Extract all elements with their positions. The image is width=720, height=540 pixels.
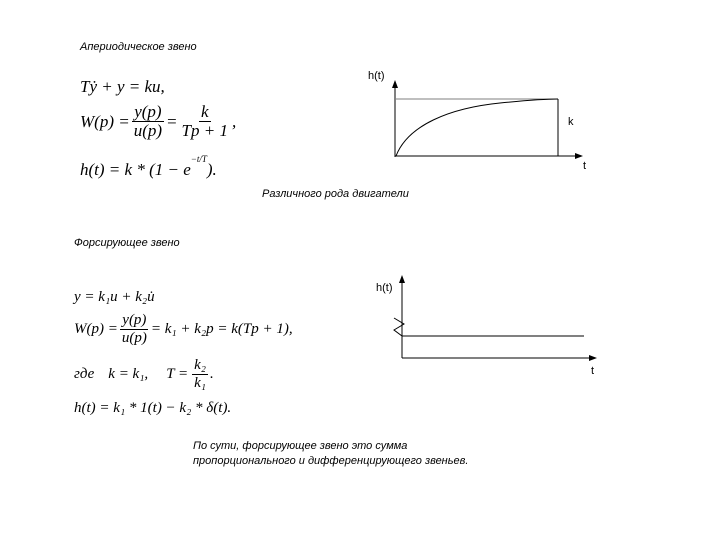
eq-tail: , <box>231 111 237 131</box>
eq-rhs: = k₁ + k₂p = k(Tp + 1), <box>150 321 293 338</box>
fraction-denominator: u(p) <box>121 329 147 346</box>
fraction-denominator: k₁ <box>194 374 207 391</box>
note-line-2: пропорционального и дифференцирующего звеньев. <box>193 455 469 467</box>
eq-lhs: W(p) = <box>74 321 118 338</box>
section-title-forcing: Форсирующее звено <box>74 237 180 249</box>
graph2-y-arrow <box>399 275 405 283</box>
T-lhs: T = <box>166 366 189 383</box>
fraction-denominator: u(p) <box>133 120 163 140</box>
caption-motors: Различного рода двигатели <box>262 188 409 200</box>
where-word: где <box>74 366 95 383</box>
section-title-aperiodic: Апериодическое звено <box>80 41 197 53</box>
equation-differential: Tẏ + y = ku, <box>80 77 165 96</box>
graph2-x-arrow <box>589 355 597 361</box>
graph1-y-label: h(t) <box>368 70 385 82</box>
graph2-y-label: h(t) <box>376 282 393 294</box>
eq-lhs: W(p) = <box>80 111 130 131</box>
graph1-level-label: k <box>568 116 574 128</box>
graph1-x-label: t <box>583 160 587 172</box>
eq-sign: = <box>166 111 178 131</box>
graph2-x-label: t <box>591 365 595 377</box>
k-definition: k = k₁, <box>108 366 149 383</box>
fraction-numerator: k <box>200 102 209 121</box>
fraction-numerator: k₂ <box>194 357 207 373</box>
equation-forcing-step: h(t) = k₁ * 1(t) − k₂ * δ(t). <box>74 400 232 416</box>
eq-tail: . <box>210 366 214 383</box>
exponent: −t/T <box>190 154 207 165</box>
fraction-numerator: y(p) <box>122 312 147 328</box>
note-line-1: По сути, форсирующее звено это сумма <box>193 440 408 452</box>
fraction-denominator: Tp + 1 <box>181 120 228 140</box>
eq-tail: ). <box>206 160 217 179</box>
eq-lhs: h(t) = k * (1 − e <box>80 160 191 179</box>
fraction-numerator: y(p) <box>134 102 162 121</box>
equation-forcing-differential: y = k₁u + k₂u̇ <box>74 289 155 305</box>
